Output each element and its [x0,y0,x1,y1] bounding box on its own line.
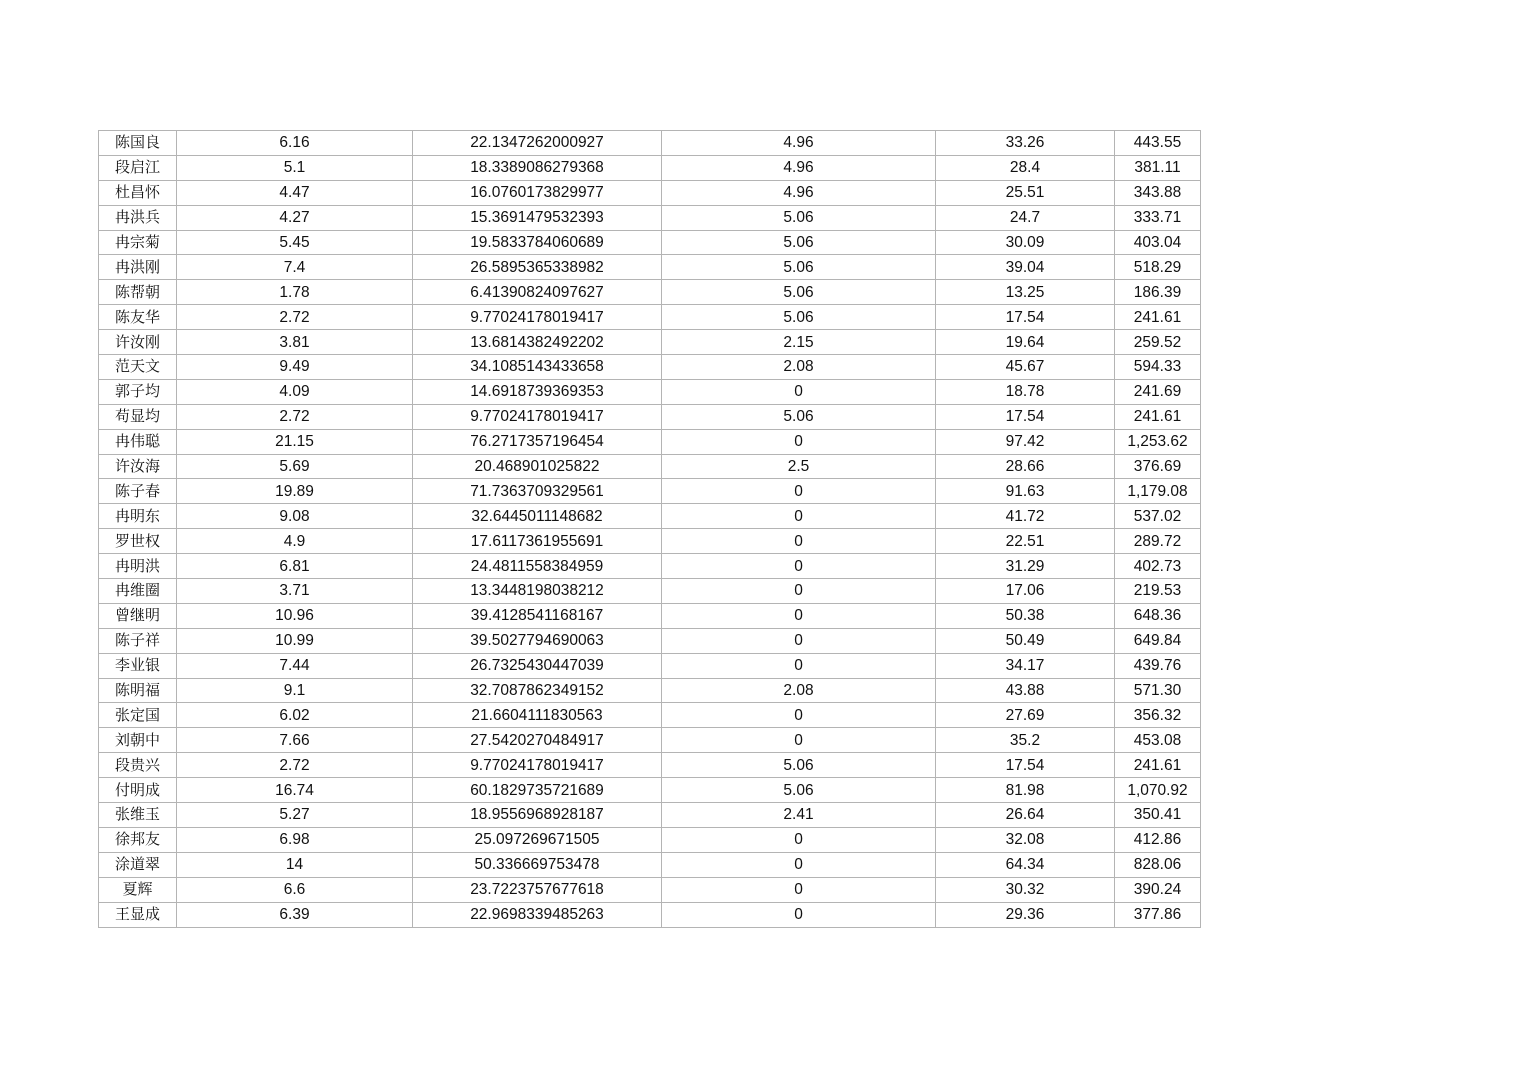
table-row [99,355,1201,380]
value-cell-4: 17.06 [936,579,1115,604]
table-row [99,827,1201,852]
name-cell: 冉洪刚 [99,255,177,280]
value-cell-3: 4.96 [662,180,936,205]
name-cell: 范天文 [99,355,177,380]
total-cell: 518.29 [1115,255,1201,280]
table-row [99,255,1201,280]
value-cell-3: 0 [662,653,936,678]
value-cell-3: 0 [662,429,936,454]
value-cell-4: 30.32 [936,877,1115,902]
value-cell-1: 4.09 [177,379,413,404]
value-cell-1: 6.02 [177,703,413,728]
value-cell-3: 5.06 [662,753,936,778]
value-cell-4: 30.09 [936,230,1115,255]
table-row [99,131,1201,156]
value-cell-3: 2.5 [662,454,936,479]
total-cell: 241.61 [1115,404,1201,429]
table-row [99,429,1201,454]
name-cell: 曾继明 [99,603,177,628]
value-cell-1: 5.69 [177,454,413,479]
value-cell-1: 4.27 [177,205,413,230]
name-cell: 陈帮朝 [99,280,177,305]
value-cell-3: 0 [662,529,936,554]
total-cell: 350.41 [1115,803,1201,828]
value-cell-1: 14 [177,852,413,877]
value-cell-2: 15.3691479532393 [413,205,662,230]
value-cell-2: 76.2717357196454 [413,429,662,454]
value-cell-4: 50.49 [936,628,1115,653]
table-row [99,728,1201,753]
table-row [99,778,1201,803]
value-cell-2: 32.7087862349152 [413,678,662,703]
table-row [99,155,1201,180]
table-row [99,803,1201,828]
value-cell-1: 6.98 [177,827,413,852]
name-cell: 王显成 [99,902,177,927]
name-cell: 冉明洪 [99,554,177,579]
name-cell: 许汝刚 [99,330,177,355]
name-cell: 陈明福 [99,678,177,703]
table-row [99,703,1201,728]
value-cell-4: 35.2 [936,728,1115,753]
value-cell-2: 24.4811558384959 [413,554,662,579]
value-cell-2: 9.77024178019417 [413,404,662,429]
value-cell-1: 7.44 [177,653,413,678]
value-cell-3: 0 [662,504,936,529]
total-cell: 186.39 [1115,280,1201,305]
name-cell: 冉明东 [99,504,177,529]
table-row [99,753,1201,778]
value-cell-1: 5.45 [177,230,413,255]
name-cell: 付明成 [99,778,177,803]
table-row [99,653,1201,678]
value-cell-2: 26.7325430447039 [413,653,662,678]
total-cell: 439.76 [1115,653,1201,678]
total-cell: 1,253.62 [1115,429,1201,454]
total-cell: 648.36 [1115,603,1201,628]
value-cell-1: 4.9 [177,529,413,554]
name-cell: 苟显均 [99,404,177,429]
table-body [99,131,1201,928]
value-cell-4: 45.67 [936,355,1115,380]
value-cell-2: 14.6918739369353 [413,379,662,404]
value-cell-4: 81.98 [936,778,1115,803]
value-cell-3: 5.06 [662,305,936,330]
table-row [99,554,1201,579]
value-cell-2: 13.6814382492202 [413,330,662,355]
value-cell-3: 5.06 [662,280,936,305]
value-cell-4: 19.64 [936,330,1115,355]
name-cell: 冉洪兵 [99,205,177,230]
value-cell-2: 50.336669753478 [413,852,662,877]
table-row [99,479,1201,504]
value-cell-3: 4.96 [662,155,936,180]
value-cell-1: 6.39 [177,902,413,927]
table-row [99,280,1201,305]
value-cell-4: 34.17 [936,653,1115,678]
total-cell: 381.11 [1115,155,1201,180]
value-cell-2: 25.097269671505 [413,827,662,852]
value-cell-1: 5.27 [177,803,413,828]
value-cell-4: 41.72 [936,504,1115,529]
total-cell: 828.06 [1115,852,1201,877]
value-cell-3: 2.41 [662,803,936,828]
value-cell-3: 5.06 [662,205,936,230]
value-cell-2: 39.4128541168167 [413,603,662,628]
value-cell-4: 39.04 [936,255,1115,280]
table-row [99,529,1201,554]
value-cell-4: 18.78 [936,379,1115,404]
value-cell-2: 13.3448198038212 [413,579,662,604]
total-cell: 537.02 [1115,504,1201,529]
total-cell: 412.86 [1115,827,1201,852]
value-cell-3: 0 [662,479,936,504]
total-cell: 649.84 [1115,628,1201,653]
value-cell-3: 5.06 [662,404,936,429]
value-cell-3: 0 [662,827,936,852]
name-cell: 刘朝中 [99,728,177,753]
name-cell: 陈子春 [99,479,177,504]
value-cell-1: 21.15 [177,429,413,454]
value-cell-4: 24.7 [936,205,1115,230]
table-row [99,404,1201,429]
table-row [99,579,1201,604]
value-cell-1: 9.08 [177,504,413,529]
value-cell-4: 13.25 [936,280,1115,305]
value-cell-3: 0 [662,852,936,877]
data-table [98,130,1201,928]
value-cell-3: 2.15 [662,330,936,355]
table-row [99,603,1201,628]
value-cell-4: 17.54 [936,404,1115,429]
value-cell-3: 0 [662,728,936,753]
value-cell-4: 28.4 [936,155,1115,180]
total-cell: 453.08 [1115,728,1201,753]
total-cell: 443.55 [1115,131,1201,156]
value-cell-4: 50.38 [936,603,1115,628]
value-cell-2: 60.1829735721689 [413,778,662,803]
value-cell-1: 2.72 [177,753,413,778]
total-cell: 219.53 [1115,579,1201,604]
value-cell-2: 71.7363709329561 [413,479,662,504]
value-cell-2: 32.6445011148682 [413,504,662,529]
value-cell-1: 5.1 [177,155,413,180]
name-cell: 夏辉 [99,877,177,902]
value-cell-2: 6.41390824097627 [413,280,662,305]
value-cell-3: 0 [662,703,936,728]
table-row [99,877,1201,902]
name-cell: 陈子祥 [99,628,177,653]
value-cell-1: 9.1 [177,678,413,703]
total-cell: 1,179.08 [1115,479,1201,504]
table-row [99,902,1201,927]
value-cell-4: 27.69 [936,703,1115,728]
value-cell-1: 10.99 [177,628,413,653]
value-cell-3: 0 [662,579,936,604]
value-cell-4: 17.54 [936,305,1115,330]
value-cell-2: 22.1347262000927 [413,131,662,156]
value-cell-3: 0 [662,603,936,628]
value-cell-2: 26.5895365338982 [413,255,662,280]
name-cell: 许汝海 [99,454,177,479]
value-cell-1: 6.6 [177,877,413,902]
table-row [99,230,1201,255]
value-cell-1: 9.49 [177,355,413,380]
value-cell-2: 17.6117361955691 [413,529,662,554]
value-cell-4: 43.88 [936,678,1115,703]
value-cell-1: 7.4 [177,255,413,280]
name-cell: 徐邦友 [99,827,177,852]
value-cell-3: 4.96 [662,131,936,156]
table-row [99,379,1201,404]
value-cell-2: 34.1085143433658 [413,355,662,380]
value-cell-3: 5.06 [662,778,936,803]
value-cell-4: 33.26 [936,131,1115,156]
value-cell-3: 0 [662,379,936,404]
value-cell-4: 32.08 [936,827,1115,852]
name-cell: 罗世权 [99,529,177,554]
value-cell-1: 3.81 [177,330,413,355]
value-cell-3: 0 [662,554,936,579]
value-cell-4: 29.36 [936,902,1115,927]
value-cell-4: 31.29 [936,554,1115,579]
value-cell-4: 91.63 [936,479,1115,504]
total-cell: 343.88 [1115,180,1201,205]
value-cell-2: 22.9698339485263 [413,902,662,927]
value-cell-1: 6.16 [177,131,413,156]
total-cell: 376.69 [1115,454,1201,479]
name-cell: 陈国良 [99,131,177,156]
total-cell: 259.52 [1115,330,1201,355]
name-cell: 涂道翠 [99,852,177,877]
value-cell-1: 2.72 [177,404,413,429]
name-cell: 冉伟聪 [99,429,177,454]
value-cell-4: 22.51 [936,529,1115,554]
total-cell: 594.33 [1115,355,1201,380]
value-cell-3: 0 [662,628,936,653]
name-cell: 张维玉 [99,803,177,828]
value-cell-2: 23.7223757677618 [413,877,662,902]
name-cell: 陈友华 [99,305,177,330]
total-cell: 356.32 [1115,703,1201,728]
value-cell-3: 2.08 [662,678,936,703]
value-cell-2: 18.9556968928187 [413,803,662,828]
value-cell-4: 26.64 [936,803,1115,828]
total-cell: 403.04 [1115,230,1201,255]
total-cell: 390.24 [1115,877,1201,902]
value-cell-1: 3.71 [177,579,413,604]
table-row [99,305,1201,330]
total-cell: 377.86 [1115,902,1201,927]
value-cell-4: 97.42 [936,429,1115,454]
total-cell: 241.61 [1115,753,1201,778]
value-cell-4: 25.51 [936,180,1115,205]
value-cell-4: 28.66 [936,454,1115,479]
name-cell: 郭子均 [99,379,177,404]
value-cell-1: 16.74 [177,778,413,803]
value-cell-3: 0 [662,877,936,902]
value-cell-2: 18.3389086279368 [413,155,662,180]
value-cell-2: 39.5027794690063 [413,628,662,653]
total-cell: 1,070.92 [1115,778,1201,803]
total-cell: 241.61 [1115,305,1201,330]
value-cell-2: 16.0760173829977 [413,180,662,205]
table-row [99,454,1201,479]
name-cell: 段启江 [99,155,177,180]
table-row [99,205,1201,230]
value-cell-3: 2.08 [662,355,936,380]
name-cell: 张定国 [99,703,177,728]
name-cell: 段贵兴 [99,753,177,778]
value-cell-4: 64.34 [936,852,1115,877]
table-row [99,180,1201,205]
total-cell: 333.71 [1115,205,1201,230]
value-cell-3: 0 [662,902,936,927]
total-cell: 241.69 [1115,379,1201,404]
name-cell: 冉宗菊 [99,230,177,255]
value-cell-1: 7.66 [177,728,413,753]
table-row [99,504,1201,529]
name-cell: 李业银 [99,653,177,678]
table-row [99,678,1201,703]
value-cell-2: 20.468901025822 [413,454,662,479]
value-cell-1: 4.47 [177,180,413,205]
value-cell-2: 9.77024178019417 [413,305,662,330]
total-cell: 571.30 [1115,678,1201,703]
value-cell-3: 5.06 [662,255,936,280]
value-cell-1: 2.72 [177,305,413,330]
value-cell-3: 5.06 [662,230,936,255]
name-cell: 杜昌怀 [99,180,177,205]
value-cell-2: 21.6604111830563 [413,703,662,728]
table-row [99,330,1201,355]
value-cell-1: 19.89 [177,479,413,504]
value-cell-2: 9.77024178019417 [413,753,662,778]
value-cell-1: 10.96 [177,603,413,628]
value-cell-2: 27.5420270484917 [413,728,662,753]
value-cell-1: 1.78 [177,280,413,305]
total-cell: 402.73 [1115,554,1201,579]
table-row [99,628,1201,653]
value-cell-2: 19.5833784060689 [413,230,662,255]
value-cell-1: 6.81 [177,554,413,579]
total-cell: 289.72 [1115,529,1201,554]
table-row [99,852,1201,877]
name-cell: 冉维圈 [99,579,177,604]
value-cell-4: 17.54 [936,753,1115,778]
